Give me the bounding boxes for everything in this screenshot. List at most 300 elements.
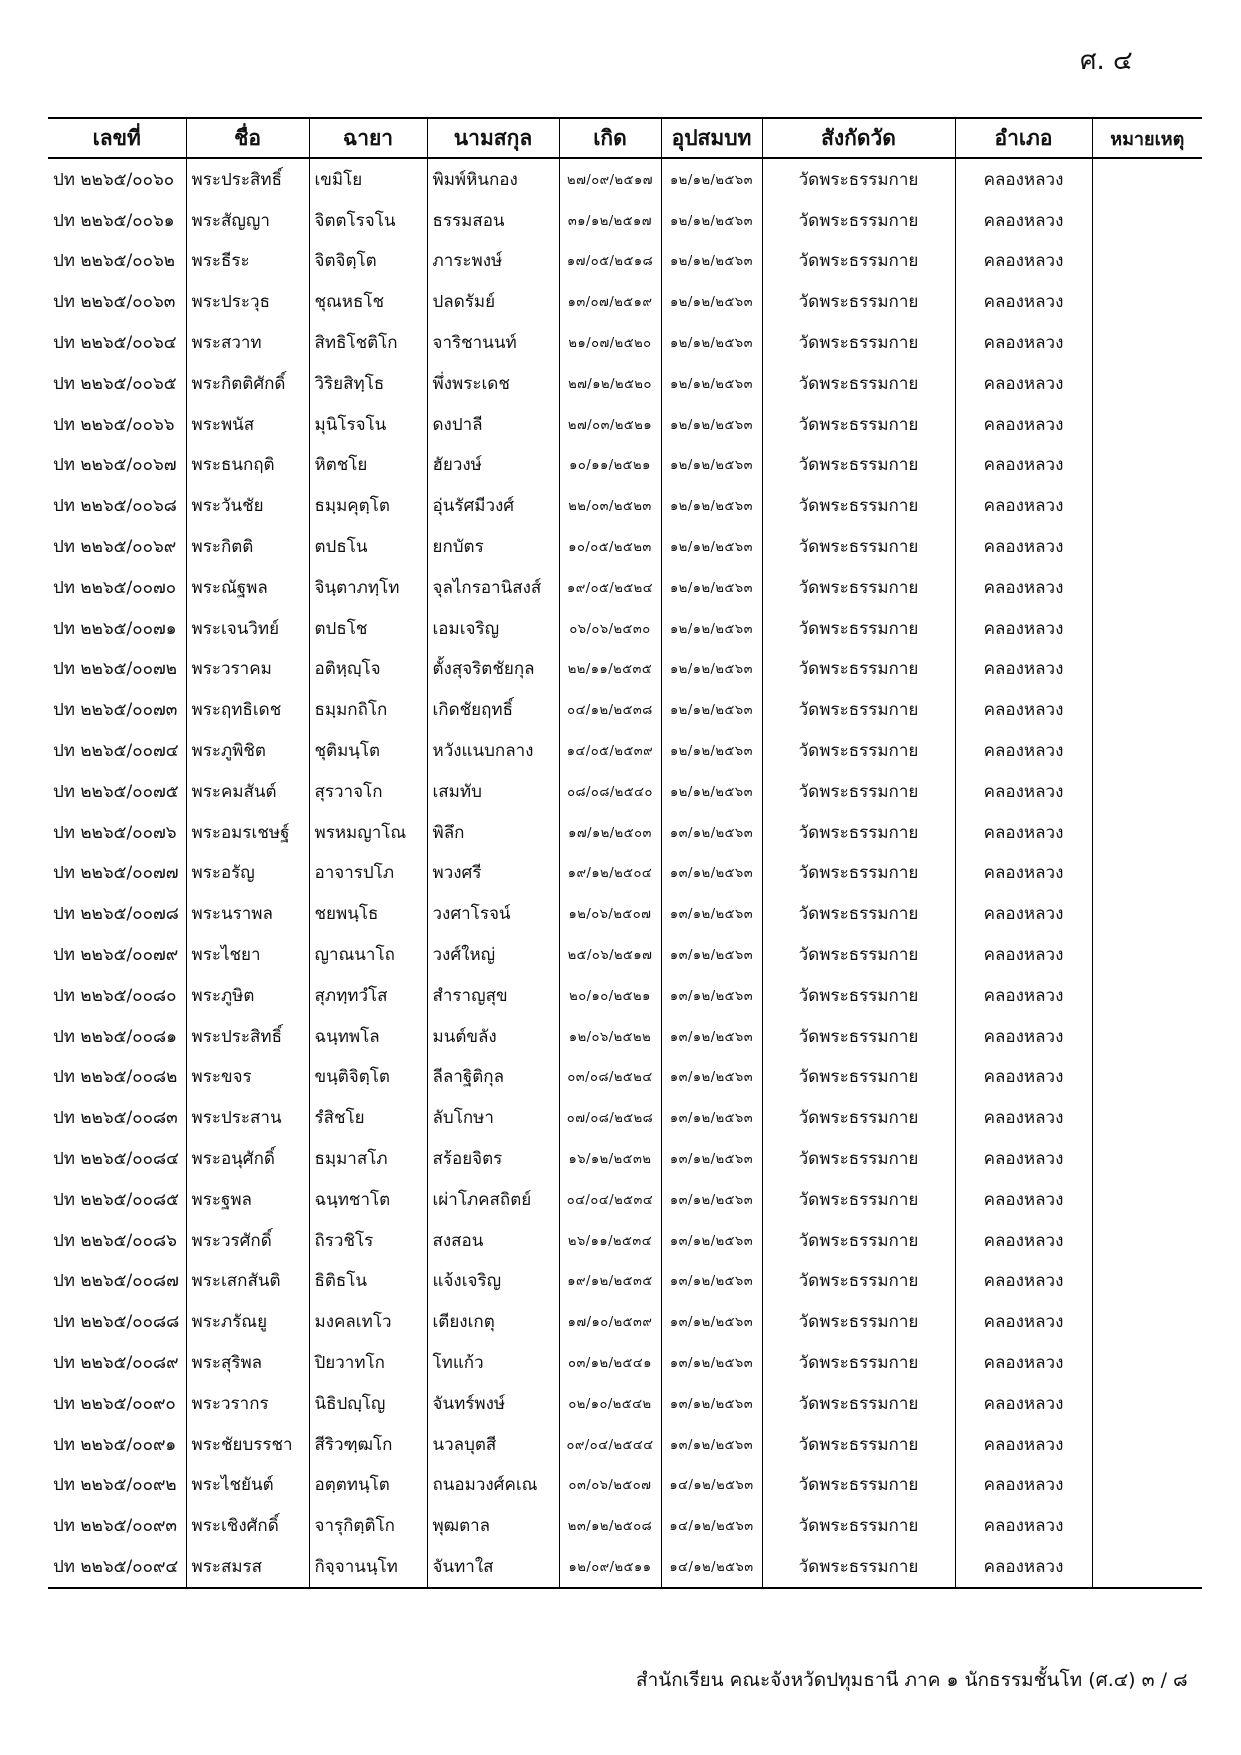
monastic-name-cell: รํสิชโย [309,1097,427,1138]
monastic-name-cell: ตปธโช [309,608,427,649]
name-cell: พระฐพล [186,1179,309,1220]
table-row [48,363,1202,404]
name-cell: พระสัญญา [186,200,309,241]
name-cell: พระธนกฤติ [186,445,309,486]
district-cell: คลองหลวง [955,934,1092,975]
col-header-surname: นามสกุล [427,118,559,158]
district-cell: คลองหลวง [955,567,1092,608]
table-row [48,1220,1202,1261]
district-cell: คลองหลวง [955,730,1092,771]
monastic-name-cell: อาจารปโภ [309,853,427,894]
district-cell: คลองหลวง [955,812,1092,853]
district-cell: คลองหลวง [955,1546,1092,1588]
monastic-name-cell: ตปธโน [309,526,427,567]
temple-cell: วัดพระธรรมกาย [762,1220,955,1261]
district-cell: คลองหลวง [955,608,1092,649]
ordained-cell: ๑๓/๑๒/๒๕๖๓ [661,1424,762,1465]
number-cell: ปท ๒๒๖๕/๐๐๖๙ [53,537,177,558]
monastic-name-cell: ธิติธโน [309,1261,427,1302]
remarks-cell [1092,1424,1202,1465]
remarks-cell [1092,975,1202,1016]
temple-cell: วัดพระธรรมกาย [762,1465,955,1506]
remarks-cell [1092,567,1202,608]
surname-cell: เกิดชัยฤทธิ์ [427,689,559,730]
district-cell: คลองหลวง [955,1342,1092,1383]
born-cell: ๒๒/๐๓/๒๕๒๓ [559,485,661,526]
table-row [48,1179,1202,1220]
surname-cell: โทแก้ว [427,1342,559,1383]
remarks-cell [1092,608,1202,649]
district-cell: คลองหลวง [955,1016,1092,1057]
remarks-cell [1092,526,1202,567]
number-cell: ปท ๒๒๖๕/๐๐๖๓ [53,292,176,313]
number-cell: ปท ๒๒๖๕/๐๐๗๓ [53,700,178,721]
remarks-cell [1092,1097,1202,1138]
born-cell: ๒๒/๑๑/๒๕๓๕ [559,649,661,690]
table-row [48,241,1202,282]
number-cell: ปท ๒๒๖๕/๐๐๘๖ [53,1230,177,1251]
col-header-born: เกิด [559,118,661,158]
surname-cell: เอมเจริญ [427,608,559,649]
temple-cell: วัดพระธรรมกาย [762,1301,955,1342]
surname-cell: อุ่นรัศมีวงศ์ [427,485,559,526]
remarks-cell [1092,1016,1202,1057]
ordained-cell: ๑๒/๑๒/๒๕๖๓ [661,404,762,445]
district-cell: คลองหลวง [955,975,1092,1016]
monastic-name-cell: จิตตโรจโน [309,200,427,241]
surname-cell: สร้อยจิตร [427,1138,559,1179]
name-cell: พระสมรส [186,1546,309,1588]
col-header-remarks: หมายเหตุ [1092,118,1202,158]
temple-cell: วัดพระธรรมกาย [762,485,955,526]
temple-cell: วัดพระธรรมกาย [762,893,955,934]
district-cell: คลองหลวง [955,893,1092,934]
ordained-cell: ๑๒/๑๒/๒๕๖๓ [661,689,762,730]
district-cell: คลองหลวง [955,1505,1092,1546]
monastic-name-cell: ถิรวชิโร [309,1220,427,1261]
district-cell: คลองหลวง [955,649,1092,690]
remarks-cell [1092,1505,1202,1546]
ordained-cell: ๑๓/๑๒/๒๕๖๓ [661,1179,762,1220]
table-row [48,1424,1202,1465]
born-cell: ๑๖/๑๒/๒๕๓๒ [559,1138,661,1179]
col-header-temple: สังกัดวัด [762,118,955,158]
monastic-name-cell: จารุกิตฺติโก [309,1505,427,1546]
born-cell: ๐๖/๐๖/๒๕๓๐ [559,608,661,649]
district-cell: คลองหลวง [955,853,1092,894]
born-cell: ๒๗/๑๒/๒๕๒๐ [559,363,661,404]
table-row [48,445,1202,486]
number-cell: ปท ๒๒๖๕/๐๐๗๐ [53,577,177,598]
surname-cell: จันทร์พงษ์ [427,1383,559,1424]
name-cell: พระภูพิชิต [186,730,309,771]
remarks-cell [1092,1179,1202,1220]
temple-cell: วัดพระธรรมกาย [762,689,955,730]
surname-cell: สงสอน [427,1220,559,1261]
name-cell: พระเจนวิทย์ [186,608,309,649]
temple-cell: วัดพระธรรมกาย [762,812,955,853]
name-cell: พระเชิงศักดิ์ [186,1505,309,1546]
ordained-cell: ๑๒/๑๒/๒๕๖๓ [661,771,762,812]
col-header-ordained: อุปสมบท [661,118,762,158]
district-cell: คลองหลวง [955,485,1092,526]
remarks-cell [1092,1342,1202,1383]
table-row [48,608,1202,649]
remarks-cell [1092,771,1202,812]
ordained-cell: ๑๒/๑๒/๒๕๖๓ [661,200,762,241]
temple-cell: วัดพระธรรมกาย [762,975,955,1016]
surname-cell: จาริชานนท์ [427,322,559,363]
temple-cell: วัดพระธรรมกาย [762,567,955,608]
temple-cell: วัดพระธรรมกาย [762,1546,955,1588]
table-row [48,934,1202,975]
ordained-cell: ๑๔/๑๒/๒๕๖๓ [661,1546,762,1588]
ordained-cell: ๑๓/๑๒/๒๕๖๓ [661,1220,762,1261]
district-cell: คลองหลวง [955,445,1092,486]
surname-cell: ลีลาฐิติกุล [427,1057,559,1098]
monastic-name-cell: นิธิปญฺโญ [309,1383,427,1424]
number-cell: ปท ๒๒๖๕/๐๐๗๑ [53,618,177,639]
ordained-cell: ๑๔/๑๒/๒๕๖๓ [661,1505,762,1546]
temple-cell: วัดพระธรรมกาย [762,1138,955,1179]
surname-cell: พิมพ์หินกอง [427,158,559,200]
remarks-cell [1092,853,1202,894]
table-row [48,1465,1202,1506]
number-cell: ปท ๒๒๖๕/๐๐๙๐ [53,1393,176,1414]
born-cell: ๐๓/๐๘/๒๕๒๔ [559,1057,661,1098]
monastic-name-cell: มงคลเทโว [309,1301,427,1342]
born-cell: ๐๘/๐๘/๒๕๔๐ [559,771,661,812]
born-cell: ๑๐/๐๕/๒๕๒๓ [559,526,661,567]
name-cell: พระสวาท [186,322,309,363]
district-cell: คลองหลวง [955,404,1092,445]
col-header-number: เลขที่ [48,118,186,158]
ordained-cell: ๑๒/๑๒/๒๕๖๓ [661,241,762,282]
born-cell: ๐๓/๐๖/๒๕๐๗ [559,1465,661,1506]
district-cell: คลองหลวง [955,1179,1092,1220]
surname-cell: ปลดรัมย์ [427,281,559,322]
remarks-cell [1092,1546,1202,1588]
remarks-cell [1092,200,1202,241]
remarks-cell [1092,322,1202,363]
col-header-monastic-name: ฉายา [309,118,427,158]
district-cell: คลองหลวง [955,1383,1092,1424]
surname-cell: เตียงเกตุ [427,1301,559,1342]
born-cell: ๑๓/๐๗/๒๕๑๙ [559,281,661,322]
number-cell: ปท ๒๒๖๕/๐๐๗๒ [53,659,177,680]
remarks-cell [1092,1383,1202,1424]
born-cell: ๒๓/๑๒/๒๕๐๘ [559,1505,661,1546]
born-cell: ๐๓/๑๒/๒๕๔๑ [559,1342,661,1383]
temple-cell: วัดพระธรรมกาย [762,404,955,445]
temple-cell: วัดพระธรรมกาย [762,853,955,894]
temple-cell: วัดพระธรรมกาย [762,322,955,363]
number-cell: ปท ๒๒๖๕/๐๐๖๐ [53,169,175,190]
name-cell: พระประสิทธิ์ [186,158,309,200]
number-cell: ปท ๒๒๖๕/๐๐๙๑ [53,1434,177,1455]
born-cell: ๑๔/๐๕/๒๕๓๙ [559,730,661,771]
remarks-cell [1092,485,1202,526]
name-cell: พระอรัญ [186,853,309,894]
name-cell: พระขจร [186,1057,309,1098]
district-cell: คลองหลวง [955,1138,1092,1179]
remarks-cell [1092,893,1202,934]
number-cell: ปท ๒๒๖๕/๐๐๘๗ [53,1271,179,1292]
temple-cell: วัดพระธรรมกาย [762,1261,955,1302]
born-cell: ๓๑/๑๒/๒๕๑๗ [559,200,661,241]
name-cell: พระไชยา [186,934,309,975]
name-cell: พระภรัณยู [186,1301,309,1342]
ordained-cell: ๑๓/๑๒/๒๕๖๓ [661,1301,762,1342]
number-cell: ปท ๒๒๖๕/๐๐๗๕ [53,781,179,802]
surname-cell: จุลไกรอานิสงส์ [427,567,559,608]
number-cell: ปท ๒๒๖๕/๐๐๘๘ [53,1312,180,1333]
born-cell: ๒๖/๑๑/๒๕๓๔ [559,1220,661,1261]
district-cell: คลองหลวง [955,322,1092,363]
born-cell: ๑๐/๑๑/๒๕๒๑ [559,445,661,486]
table-row [48,975,1202,1016]
surname-cell: ดงปาลี [427,404,559,445]
remarks-cell [1092,934,1202,975]
header-row [48,118,1202,158]
monastic-name-cell: สุภทฺทวํโส [309,975,427,1016]
table-row [48,526,1202,567]
district-cell: คลองหลวง [955,200,1092,241]
monastic-name-cell: หิตชโย [309,445,427,486]
monastic-name-cell: ชยพนฺโธ [309,893,427,934]
ordained-cell: ๑๔/๑๒/๒๕๖๓ [661,1465,762,1506]
ordained-cell: ๑๓/๑๒/๒๕๖๓ [661,1342,762,1383]
table-row [48,1097,1202,1138]
temple-cell: วัดพระธรรมกาย [762,1342,955,1383]
remarks-cell [1092,689,1202,730]
temple-cell: วัดพระธรรมกาย [762,730,955,771]
born-cell: ๑๒/๐๖/๒๕๐๗ [559,893,661,934]
ordained-cell: ๑๒/๑๒/๒๕๖๓ [661,567,762,608]
number-cell: ปท ๒๒๖๕/๐๐๖๖ [53,414,175,435]
table-row [48,1057,1202,1098]
temple-cell: วัดพระธรรมกาย [762,241,955,282]
table-row [48,1505,1202,1546]
name-cell: พระวรากร [186,1383,309,1424]
temple-cell: วัดพระธรรมกาย [762,649,955,690]
table-row [48,730,1202,771]
number-cell: ปท ๒๒๖๕/๐๐๘๓ [53,1108,178,1129]
ordained-cell: ๑๓/๑๒/๒๕๖๓ [661,812,762,853]
number-cell: ปท ๒๒๖๕/๐๐๘๑ [53,1026,177,1047]
ordained-cell: ๑๒/๑๒/๒๕๖๓ [661,281,762,322]
remarks-cell [1092,1301,1202,1342]
temple-cell: วัดพระธรรมกาย [762,934,955,975]
district-cell: คลองหลวง [955,1301,1092,1342]
ordained-cell: ๑๓/๑๒/๒๕๖๓ [661,853,762,894]
monastic-name-cell: อติหฺญฺโจ [309,649,427,690]
remarks-cell [1092,730,1202,771]
monastic-name-cell: ญาณนาโถ [309,934,427,975]
surname-cell: เผ่าโภคสถิตย์ [427,1179,559,1220]
number-cell: ปท ๒๒๖๕/๐๐๙๓ [53,1516,178,1537]
remarks-cell [1092,649,1202,690]
remarks-cell [1092,1465,1202,1506]
surname-cell: ภาระพงษ์ [427,241,559,282]
table-row [48,1546,1202,1588]
monastic-name-cell: มุนิโรจโน [309,404,427,445]
ordained-cell: ๑๓/๑๒/๒๕๖๓ [661,975,762,1016]
ordained-cell: ๑๓/๑๒/๒๕๖๓ [661,1383,762,1424]
name-cell: พระกิตติ [186,526,309,567]
name-cell: พระวราคม [186,649,309,690]
table-row [48,812,1202,853]
remarks-cell [1092,1057,1202,1098]
number-cell: ปท ๒๒๖๕/๐๐๘๔ [53,1149,179,1170]
remarks-cell [1092,404,1202,445]
remarks-cell [1092,812,1202,853]
temple-cell: วัดพระธรรมกาย [762,1016,955,1057]
surname-cell: ยกบัตร [427,526,559,567]
surname-cell: พุฒตาล [427,1505,559,1546]
table-row [48,281,1202,322]
surname-cell: สำราญสุข [427,975,559,1016]
temple-cell: วัดพระธรรมกาย [762,771,955,812]
temple-cell: วัดพระธรรมกาย [762,281,955,322]
born-cell: ๑๙/๑๒/๒๕๐๔ [559,853,661,894]
temple-cell: วัดพระธรรมกาย [762,1505,955,1546]
temple-cell: วัดพระธรรมกาย [762,526,955,567]
monastic-name-cell: ขนฺติจิตฺโต [309,1057,427,1098]
district-cell: คลองหลวง [955,281,1092,322]
temple-cell: วัดพระธรรมกาย [762,158,955,200]
form-code: ศ. ๔ [1080,46,1133,76]
monastic-name-cell: ฉนฺทชาโต [309,1179,427,1220]
name-cell: พระอนุศักดิ์ [186,1138,309,1179]
ordained-cell: ๑๓/๑๒/๒๕๖๓ [661,1097,762,1138]
district-cell: คลองหลวง [955,241,1092,282]
district-cell: คลองหลวง [955,771,1092,812]
table-row [48,200,1202,241]
monastic-name-cell: สีริวฑฺฒโก [309,1424,427,1465]
remarks-cell [1092,281,1202,322]
ordained-cell: ๑๓/๑๒/๒๕๖๓ [661,1016,762,1057]
temple-cell: วัดพระธรรมกาย [762,363,955,404]
temple-cell: วัดพระธรรมกาย [762,1057,955,1098]
number-cell: ปท ๒๒๖๕/๐๐๗๔ [53,741,179,762]
surname-cell: วงศาโรจน์ [427,893,559,934]
table-row [48,158,1202,200]
monastic-name-cell: พรหมญาโณ [309,812,427,853]
monastic-name-cell: ธมฺมาสโภ [309,1138,427,1179]
table-row [48,649,1202,690]
born-cell: ๒๗/๐๙/๒๕๑๗ [559,158,661,200]
monastic-name-cell: ธมฺมคุตฺโต [309,485,427,526]
monastic-name-cell: ชุณหธโช [309,281,427,322]
table-row [48,1261,1202,1302]
remarks-cell [1092,158,1202,200]
number-cell: ปท ๒๒๖๕/๐๐๖๑ [53,210,175,231]
temple-cell: วัดพระธรรมกาย [762,1424,955,1465]
number-cell: ปท ๒๒๖๕/๐๐๘๕ [53,1189,179,1210]
district-cell: คลองหลวง [955,689,1092,730]
surname-cell: ลับโกษา [427,1097,559,1138]
born-cell: ๐๔/๑๒/๒๕๓๘ [559,689,661,730]
name-cell: พระชัยบรรชา [186,1424,309,1465]
district-cell: คลองหลวง [955,363,1092,404]
name-cell: พระประวุธ [186,281,309,322]
registration-table [48,117,1202,1589]
surname-cell: วงศ์ใหญ่ [427,934,559,975]
surname-cell: ฮัยวงษ์ [427,445,559,486]
name-cell: พระไชยันต์ [186,1465,309,1506]
monastic-name-cell: อตฺตทนฺโต [309,1465,427,1506]
table-row [48,853,1202,894]
surname-cell: แจ้งเจริญ [427,1261,559,1302]
remarks-cell [1092,445,1202,486]
monastic-name-cell: สิทธิโชติโก [309,322,427,363]
district-cell: คลองหลวง [955,1424,1092,1465]
ordained-cell: ๑๒/๑๒/๒๕๖๓ [661,730,762,771]
temple-cell: วัดพระธรรมกาย [762,200,955,241]
ordained-cell: ๑๓/๑๒/๒๕๖๓ [661,1138,762,1179]
surname-cell: ตั้งสุจริตชัยกุล [427,649,559,690]
surname-cell: พวงศรี [427,853,559,894]
name-cell: พระณัฐพล [186,567,309,608]
number-cell: ปท ๒๒๖๕/๐๐๖๘ [53,496,177,517]
name-cell: พระกิตติศักดิ์ [186,363,309,404]
ordained-cell: ๑๒/๑๒/๒๕๖๓ [661,485,762,526]
number-cell: ปท ๒๒๖๕/๐๐๖๕ [53,373,177,394]
born-cell: ๑๗/๐๕/๒๕๑๘ [559,241,661,282]
number-cell: ปท ๒๒๖๕/๐๐๙๒ [53,1475,177,1496]
ordained-cell: ๑๒/๑๒/๒๕๖๓ [661,649,762,690]
page-footer: สำนักเรียน คณะจังหวัดปทุมธานี ภาค ๑ นักธรรมชั้นโท (ศ.๔) ๓ / ๘ [636,1669,1188,1691]
remarks-cell [1092,363,1202,404]
surname-cell: ถนอมวงศ์คเณ [427,1465,559,1506]
born-cell: ๒๐/๑๐/๒๕๒๑ [559,975,661,1016]
surname-cell: จันทาใส [427,1546,559,1588]
number-cell: ปท ๒๒๖๕/๐๐๙๔ [48,1546,186,1588]
name-cell: พระประสาน [186,1097,309,1138]
table-row [48,1342,1202,1383]
monastic-name-cell: จินฺตาภทฺโท [309,567,427,608]
monastic-name-cell: เขมิโย [309,158,427,200]
monastic-name-cell: สุรวาจโก [309,771,427,812]
born-cell: ๐๔/๐๔/๒๕๓๔ [559,1179,661,1220]
number-cell: ปท ๒๒๖๕/๐๐๗๘ [53,904,179,925]
number-cell: ปท ๒๒๖๕/๐๐๗๙ [53,945,179,966]
surname-cell: นวลบุตสี [427,1424,559,1465]
born-cell: ๑๗/๑๐/๒๕๓๙ [559,1301,661,1342]
table-row [48,322,1202,363]
remarks-cell [1092,1220,1202,1261]
district-cell: คลองหลวง [955,1097,1092,1138]
monastic-name-cell: ฉนฺทพโล [309,1016,427,1057]
remarks-cell [1092,1138,1202,1179]
remarks-cell [1092,241,1202,282]
name-cell: พระคมสันต์ [186,771,309,812]
born-cell: ๐๗/๐๘/๒๕๒๘ [559,1097,661,1138]
ordained-cell: ๑๒/๑๒/๒๕๖๓ [661,363,762,404]
born-cell: ๒๗/๐๓/๒๕๒๑ [559,404,661,445]
col-header-name: ชื่อ [186,118,309,158]
number-cell: ปท ๒๒๖๕/๐๐๖๗ [53,455,177,476]
table-row [48,567,1202,608]
district-cell: คลองหลวง [955,1261,1092,1302]
temple-cell: วัดพระธรรมกาย [762,608,955,649]
born-cell: ๒๕/๐๖/๒๕๑๗ [559,934,661,975]
ordained-cell: ๑๒/๑๒/๒๕๖๓ [661,526,762,567]
district-cell: คลองหลวง [955,1057,1092,1098]
born-cell: ๑๒/๐๖/๒๕๒๒ [559,1016,661,1057]
born-cell: ๑๗/๑๒/๒๕๐๓ [559,812,661,853]
